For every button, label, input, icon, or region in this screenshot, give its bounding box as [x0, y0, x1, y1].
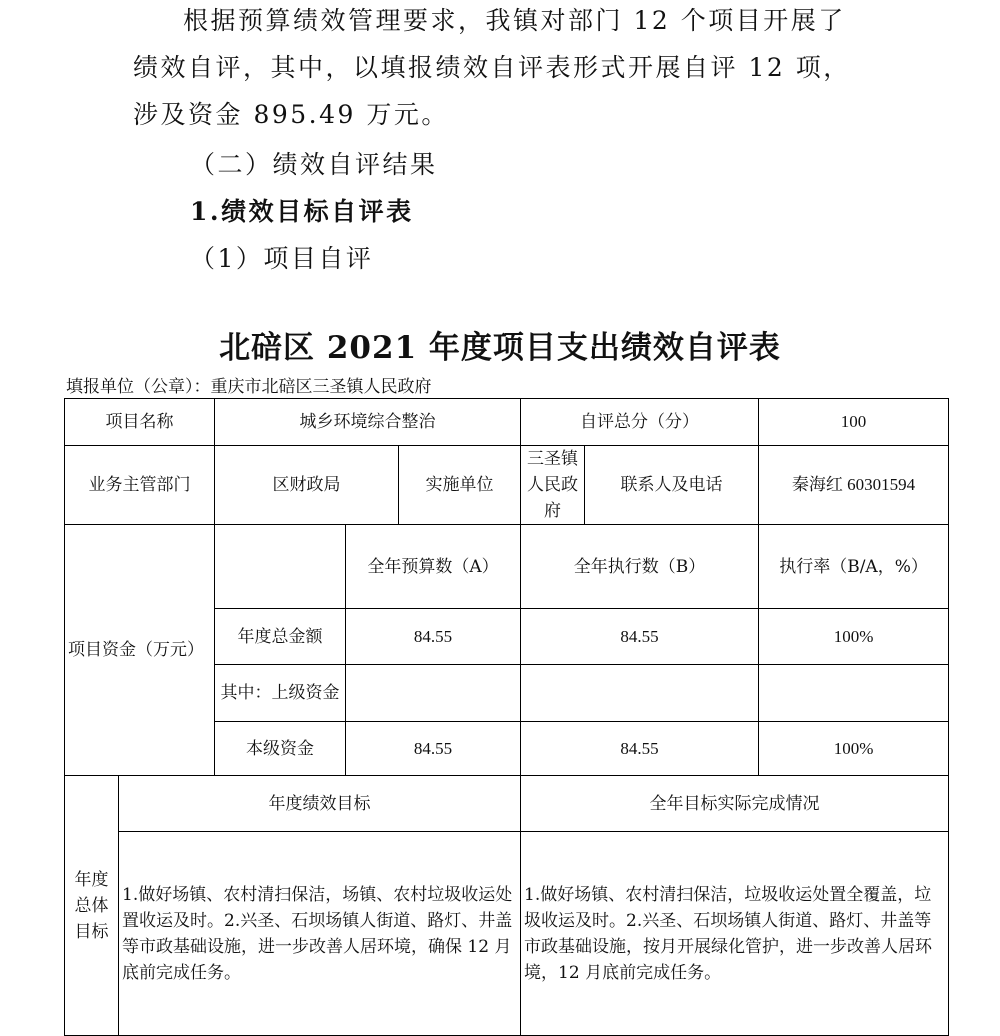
impl-unit-value: 三圣镇人民政府 — [521, 446, 585, 525]
total-score-label: 自评总分（分） — [521, 399, 759, 446]
filing-unit — [66, 372, 432, 397]
dept-label: 业务主管部门 — [65, 446, 215, 525]
row-budget — [346, 665, 521, 722]
form-title: 北碚区 2021 年度项目支出绩效自评表 — [219, 330, 781, 366]
row-rate: 100% — [759, 609, 949, 665]
sub-heading: 1.绩效目标自评表 — [190, 197, 414, 226]
project-name-label: 项目名称 — [65, 399, 215, 446]
dept-value: 区财政局 — [215, 446, 399, 525]
col-rate: 执行率（B/A，%） — [759, 525, 949, 609]
row-budget: 84.55 — [346, 609, 521, 665]
contact-value: 秦海红 60301594 — [759, 446, 949, 525]
goal-actual-text: 1.做好场镇、农村清扫保洁，垃圾收运处置全覆盖，垃圾收运及时。2.兴圣、石坝场镇人街道、路灯、井盖等市政基础设施，按月开展绿化管护，进一步改善人居环境，12 月底前完成任务。 — [521, 832, 949, 1036]
funds-header-blank — [215, 525, 346, 609]
row-budget: 84.55 — [346, 722, 521, 776]
section-heading: （二）绩效自评结果 — [190, 150, 438, 179]
contact-label: 联系人及电话 — [585, 446, 759, 525]
row-rate: 100% — [759, 722, 949, 776]
filing-unit-value: 重庆市北碚区三圣镇人民政府 — [210, 377, 432, 397]
impl-unit-label: 实施单位 — [399, 446, 521, 525]
sub-sub-heading: （1）项目自评 — [190, 244, 374, 273]
total-score-value: 100 — [759, 399, 949, 446]
row-label: 其中：上级资金 — [215, 665, 346, 722]
row-exec — [521, 665, 759, 722]
row-label: 年度总金额 — [215, 609, 346, 665]
row-rate — [759, 665, 949, 722]
evaluation-table — [64, 398, 949, 1036]
col-exec: 全年执行数（B） — [521, 525, 759, 609]
funds-label: 项目资金（万元） — [65, 525, 215, 776]
col-budget: 全年预算数（A） — [346, 525, 521, 609]
goal-target-text: 1.做好场镇、农村清扫保洁，场镇、农村垃圾收运处置收运及时。2.兴圣、石坝场镇人街道、路灯、井盖等市政基础设施，进一步改善人居环境，确保 12 月底前完成任务。 — [119, 832, 521, 1036]
row-exec: 84.55 — [521, 609, 759, 665]
row-label: 本级资金 — [215, 722, 346, 776]
project-name-value: 城乡环境综合整治 — [215, 399, 521, 446]
goal-col-target: 年度绩效目标 — [119, 776, 521, 832]
goal-col-actual: 全年目标实际完成情况 — [521, 776, 949, 832]
goal-label: 年度总体目标 — [65, 776, 119, 1036]
intro-paragraph: 根据预算绩效管理要求，我镇对部门 12 个项目开展了绩效自评，其中，以填报绩效自评表形式开展自评 12 项，涉及资金 895.49 万元。 — [133, 6, 851, 129]
filing-unit-label: 填报单位（公章）： — [66, 377, 211, 397]
row-exec: 84.55 — [521, 722, 759, 776]
